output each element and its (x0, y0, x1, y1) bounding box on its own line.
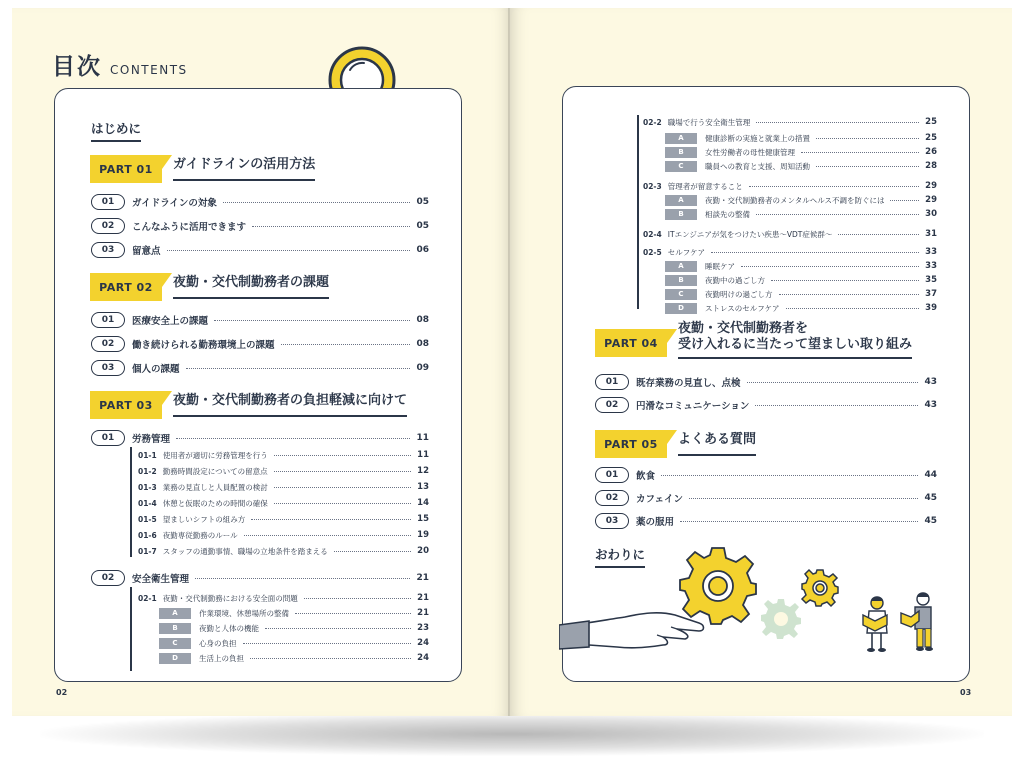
sub-page: 33 (925, 247, 937, 257)
sub-letter-item[interactable] (665, 287, 937, 301)
sub-label: 相談先の整備 (705, 209, 750, 219)
sub-page: 29 (925, 181, 937, 191)
toc-row[interactable] (595, 466, 937, 484)
leader-dots (771, 280, 919, 281)
sub-label: スタッフの通勤事情、職場の立地条件を踏まえる (162, 546, 328, 556)
sub-item[interactable] (138, 591, 429, 605)
item-label: ガイドラインの対象 (132, 198, 217, 209)
sub-label: 業務の見直しと人員配置の検討 (162, 482, 268, 492)
sub-page: 33 (925, 261, 937, 271)
leader-dots (304, 598, 411, 599)
leader-dots (756, 122, 919, 123)
sub-page: 30 (925, 209, 937, 219)
item-number: 01 (91, 430, 125, 446)
sub-page: 21 (417, 593, 429, 603)
leader-dots (243, 643, 412, 644)
sub-label: 心身の負担 (199, 638, 237, 648)
page-number: 03 (960, 688, 972, 697)
sub-item[interactable] (138, 528, 429, 542)
outro-heading[interactable]: おわりに (595, 545, 645, 568)
toc-row[interactable] (91, 359, 429, 377)
item-label: 安全衛生管理 (132, 574, 190, 585)
item-page: 43 (924, 377, 937, 387)
letter-badge: B (665, 209, 697, 220)
left-page (12, 8, 510, 716)
item-label: こんなふうに活用できます (132, 222, 247, 233)
sub-page: 14 (417, 498, 429, 508)
item-page: 08 (416, 315, 429, 325)
leader-dots (252, 226, 410, 227)
leader-dots (755, 405, 918, 406)
sub-number: 01-3 (138, 482, 157, 492)
leader-dots (274, 471, 411, 472)
letter-badge: B (665, 275, 697, 286)
intro-heading[interactable]: はじめに (91, 119, 141, 142)
toc-row[interactable] (91, 335, 429, 353)
toc-row[interactable] (595, 489, 937, 507)
sub-number: 02-5 (643, 247, 662, 257)
sub-letter-item[interactable] (665, 193, 937, 207)
item-label: 労務管理 (132, 434, 171, 445)
sub-item[interactable] (138, 464, 429, 478)
sub-item[interactable] (643, 115, 937, 129)
sub-label: 生活上の負担 (199, 653, 244, 663)
section-bracket-line (637, 115, 639, 309)
letter-badge: B (665, 147, 697, 158)
sub-item[interactable] (643, 227, 937, 241)
item-number: 03 (91, 242, 125, 258)
leader-dots (711, 252, 919, 253)
leader-dots (251, 519, 411, 520)
sub-page: 15 (417, 514, 429, 524)
leader-dots (265, 628, 411, 629)
sub-number: 02-2 (643, 117, 662, 127)
sub-letter-item[interactable] (665, 159, 937, 173)
toc-card-right (562, 86, 970, 682)
part-01-badge: PART 01 (90, 155, 162, 183)
leader-dots (747, 382, 919, 383)
item-label: 個人の課題 (132, 364, 180, 375)
sub-page: 39 (925, 303, 937, 313)
sub-label: 夜勤明けの過ごし方 (705, 289, 773, 299)
item-page: 06 (416, 245, 429, 255)
sub-label: 女性労働者の母性健康管理 (705, 147, 795, 157)
leader-dots (274, 455, 411, 456)
leader-dots (680, 521, 918, 522)
item-page: 45 (924, 516, 937, 526)
sub-label: 健康診断の実施と就業上の措置 (705, 133, 810, 143)
item-label: カフェイン (636, 494, 684, 505)
sub-number: 01-6 (138, 530, 157, 540)
toc-title-en: CONTENTS (110, 63, 188, 77)
sub-label: 夜勤・交代制勤務における安全面の問題 (162, 593, 298, 603)
letter-badge: C (665, 161, 697, 172)
leader-dots (176, 438, 410, 439)
leader-dots (816, 166, 919, 167)
toc-card-left (54, 88, 462, 682)
sub-number: 01-4 (138, 498, 157, 508)
leader-dots (195, 578, 410, 579)
sub-page: 23 (417, 623, 429, 633)
sub-label: 作業環境、休憩場所の整備 (199, 608, 289, 618)
sub-label: 夜勤・交代制勤務者のメンタルヘルス不調を防ぐには (705, 195, 885, 205)
letter-badge: A (159, 608, 191, 619)
sub-item[interactable] (138, 448, 429, 462)
leader-dots (250, 658, 411, 659)
toc-row[interactable] (91, 193, 429, 211)
leader-dots (244, 535, 411, 536)
item-label: 既存業務の見直し、点検 (636, 378, 741, 389)
part-05-title[interactable]: よくある質問 (678, 430, 756, 456)
item-page: 09 (416, 363, 429, 373)
sub-item[interactable] (138, 480, 429, 494)
item-number: 01 (91, 194, 125, 210)
leader-dots (838, 234, 919, 235)
sub-item[interactable] (138, 512, 429, 526)
sub-page: 20 (417, 546, 429, 556)
sub-page: 25 (925, 133, 937, 143)
sub-number: 01-7 (138, 546, 157, 556)
sub-letter-item[interactable] (665, 259, 937, 273)
part-05-badge: PART 05 (595, 430, 667, 458)
leader-dots (801, 152, 919, 153)
item-number: 03 (91, 360, 125, 376)
sub-letter-item[interactable] (665, 301, 937, 315)
item-label: 働き続けられる勤務環境上の課題 (132, 340, 275, 351)
sub-page: 24 (417, 638, 429, 648)
sub-label: 望ましいシフトの組み方 (162, 514, 246, 524)
item-number: 02 (91, 570, 125, 586)
sub-item[interactable] (643, 245, 937, 259)
leader-dots (334, 551, 411, 552)
item-page: 45 (924, 493, 937, 503)
sub-page: 11 (417, 450, 429, 460)
leader-dots (223, 202, 411, 203)
sub-letter-item[interactable] (665, 131, 937, 145)
section-bracket-line (130, 587, 132, 671)
sub-letter-item[interactable] (159, 621, 429, 635)
sub-number: 01-5 (138, 514, 157, 524)
item-number: 02 (91, 336, 125, 352)
toc-row[interactable] (595, 512, 937, 530)
sub-letter-item[interactable] (159, 636, 429, 650)
sub-page: 21 (417, 608, 429, 618)
sub-page: 19 (417, 530, 429, 540)
sub-page: 31 (925, 229, 937, 239)
item-page: 11 (416, 433, 429, 443)
letter-badge: A (665, 261, 697, 272)
leader-dots (281, 344, 411, 345)
gear-icon (759, 597, 803, 641)
gear-icon (799, 567, 841, 609)
sub-page: 28 (925, 161, 937, 171)
leader-dots (890, 200, 919, 201)
part-04-badge: PART 04 (595, 329, 667, 357)
part-02-title[interactable]: 夜勤・交代制勤務者の課題 (173, 273, 329, 299)
children-reading-illustration (853, 587, 949, 657)
letter-badge: A (665, 195, 697, 206)
sub-letter-item[interactable] (665, 273, 937, 287)
sub-label: 睡眠ケア (705, 261, 735, 271)
sub-page: 24 (417, 653, 429, 663)
sub-number: 02-4 (643, 229, 662, 239)
part-04-title-line1: 夜勤・交代制勤務者を (678, 321, 809, 336)
item-page: 05 (416, 197, 429, 207)
toc-row[interactable] (91, 569, 429, 587)
leader-dots (295, 613, 411, 614)
item-page: 05 (416, 221, 429, 231)
item-page: 43 (924, 400, 937, 410)
sub-label: 管理者が留意すること (667, 181, 743, 191)
sub-page: 35 (925, 275, 937, 285)
sub-page: 13 (417, 482, 429, 492)
item-number: 03 (595, 513, 629, 529)
sub-number: 01-1 (138, 450, 157, 460)
leader-dots (274, 503, 411, 504)
letter-badge: C (159, 638, 191, 649)
section-bracket-line (130, 447, 132, 557)
letter-badge: D (159, 653, 191, 664)
item-label: 医療安全上の課題 (132, 316, 209, 327)
item-page: 08 (416, 339, 429, 349)
item-label: 留意点 (132, 246, 161, 257)
sub-letter-item[interactable] (159, 606, 429, 620)
leader-dots (741, 266, 919, 267)
gear-icon (675, 543, 761, 629)
sub-page: 37 (925, 289, 937, 299)
right-page (510, 8, 1012, 716)
sub-item[interactable] (138, 496, 429, 510)
letter-badge: C (665, 289, 697, 300)
item-number: 02 (595, 397, 629, 413)
book-shadow (40, 712, 984, 756)
leader-dots (756, 214, 919, 215)
letter-badge: B (159, 623, 191, 634)
item-number: 02 (595, 490, 629, 506)
sub-number: 01-2 (138, 466, 157, 476)
sub-label: 職場で行う安全衛生管理 (667, 117, 751, 127)
part-03-title[interactable]: 夜勤・交代制勤務者の負担軽減に向けて (173, 391, 407, 417)
sub-number: 02-3 (643, 181, 662, 191)
sub-label: 夜勤と人体の機能 (199, 623, 259, 633)
sub-letter-item[interactable] (159, 651, 429, 665)
toc-row[interactable] (91, 217, 429, 235)
leader-dots (167, 250, 411, 251)
sub-item[interactable] (643, 179, 937, 193)
leader-dots (816, 138, 919, 139)
part-03-badge: PART 03 (90, 391, 162, 419)
toc-title (52, 48, 188, 81)
leader-dots (786, 308, 919, 309)
sub-label: 休憩と仮眠のための時間の確保 (162, 498, 268, 508)
part-02-badge: PART 02 (90, 273, 162, 301)
sub-label: 使用者が適切に労務管理を行う (162, 450, 268, 460)
leader-dots (689, 498, 918, 499)
item-page: 21 (416, 573, 429, 583)
leader-dots (186, 368, 411, 369)
part-01-title[interactable]: ガイドラインの活用方法 (173, 155, 315, 181)
item-label: 飲食 (636, 471, 656, 482)
sub-label: ストレスのセルフケア (705, 303, 780, 313)
item-number: 02 (91, 218, 125, 234)
part-04-title-line2: 受け入れるに当たって望ましい取り組み (678, 337, 913, 352)
letter-badge: A (665, 133, 697, 144)
toc-row[interactable] (595, 373, 937, 391)
leader-dots (779, 294, 920, 295)
sub-label: 職員への教育と支援、周知活動 (705, 161, 810, 171)
sub-page: 12 (417, 466, 429, 476)
letter-badge: D (665, 303, 697, 314)
item-page: 44 (924, 470, 937, 480)
toc-row[interactable] (91, 241, 429, 259)
sub-label: 夜勤中の過ごし方 (705, 275, 765, 285)
sub-letter-item[interactable] (665, 207, 937, 221)
sub-page: 26 (925, 147, 937, 157)
sub-page: 25 (925, 117, 937, 127)
sub-item[interactable] (138, 544, 429, 558)
sub-label: 夜勤専従勤務のルール (162, 530, 238, 540)
item-label: 円滑なコミュニケーション (636, 401, 750, 412)
sub-label: ITエンジニアが気をつけたい疾患～VDT症候群～ (667, 229, 833, 239)
sub-number: 02-1 (138, 593, 157, 603)
leader-dots (749, 186, 919, 187)
item-label: 薬の服用 (636, 517, 675, 528)
toc-title-jp: 目次 (52, 54, 102, 80)
item-number: 01 (595, 467, 629, 483)
part-04-title[interactable] (678, 321, 912, 359)
sub-letter-item[interactable] (665, 145, 937, 159)
toc-row[interactable] (91, 311, 429, 329)
leader-dots (661, 475, 918, 476)
sub-label: 勤務時間設定についての留意点 (162, 466, 268, 476)
toc-row[interactable] (91, 429, 429, 447)
page-number: 02 (56, 688, 68, 697)
leader-dots (274, 487, 411, 488)
item-number: 01 (91, 312, 125, 328)
leader-dots (214, 320, 410, 321)
toc-row[interactable] (595, 396, 937, 414)
item-number: 01 (595, 374, 629, 390)
sub-label: セルフケア (667, 247, 706, 257)
sub-page: 29 (925, 195, 937, 205)
